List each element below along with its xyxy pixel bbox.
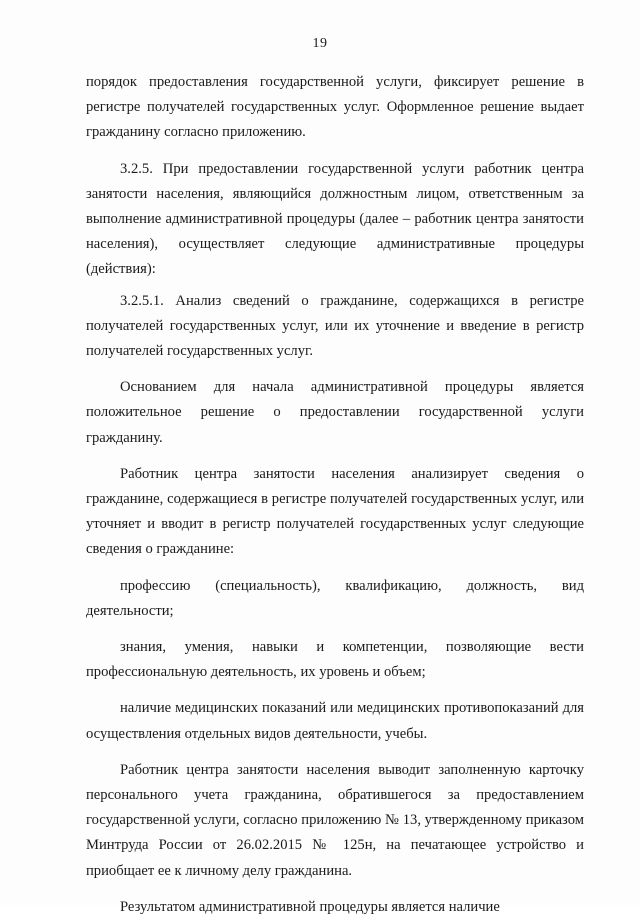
paragraph-8: наличие медицинских показаний или медицинских противопоказаний для осуществления отдельных видов деятельности, учебы. (86, 700, 584, 742)
document-body (86, 70, 584, 920)
paragraph-10: Результатом административной процедуры является наличие (120, 898, 500, 915)
paragraph-7: знания, умения, навыки и компетенции, позволяющие вести профессиональную деятельность, их уровень и объем; (86, 639, 584, 681)
paragraph-1: порядок предоставления государственной услуги, фиксирует решение в регистре получателей государственных услуг. Оформленное решение выдает гражданину согласно приложению. (86, 74, 584, 141)
paragraph-2: 3.2.5. При предоставлении государственной услуги работник центра занятости населения, являющийся должностным лицом, ответственным за выполнение административной процедуры (далее – работник центра занятости населения), осуществляет следующие административные процедуры (действия): (86, 160, 584, 278)
paragraph-3: 3.2.5.1. Анализ сведений о гражданине, содержащихся в регистре получателей государственных услуг, или их уточнение и введение в регистр получателей государственных услуг. (86, 292, 584, 360)
paragraph-4: Основанием для начала административной процедуры является положительное решение о предоставлении государственной услуги гражданину. (86, 379, 584, 446)
paragraph-6: профессию (специальность), квалификацию, должность, вид деятельности; (86, 577, 584, 619)
paragraph-5: Работник центра занятости населения анализирует сведения о гражданине, содержащиеся в регистре получателей государственных услуг, или уточняет и вводит в регистр получателей государственных услуг следующие сведения о гражданине: (86, 465, 584, 558)
page-number: 19 (312, 36, 328, 51)
paragraph-9: Работник центра занятости населения выводит заполненную карточку персонального учета гражданина, обратившегося за предоставлением государственной услуги, согласно приложению № 13, утвержденному приказом Минтруда России от 26.02.2015 № 125н, на печатающее устройство и приобщает ее к личному делу гражданина. (86, 761, 584, 879)
